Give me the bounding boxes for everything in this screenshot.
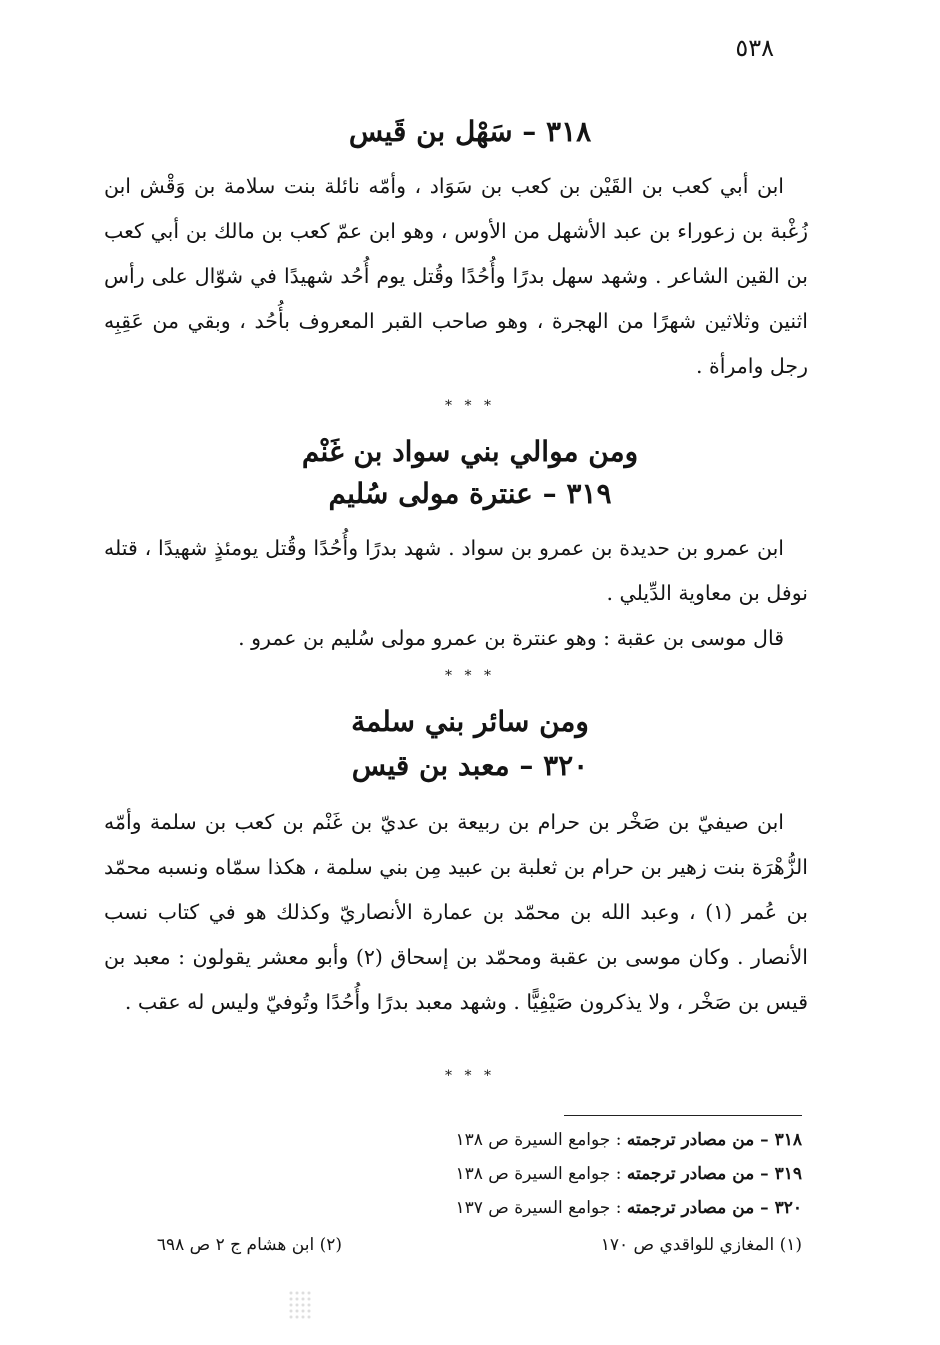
- source-note-text: : جوامع السيرة ص ١٣٨: [455, 1130, 622, 1150]
- source-note-318: [300, 1124, 802, 1156]
- scan-smudge: [288, 1290, 312, 1320]
- entry-319-paragraph-1: ابن عمرو بن حديدة بن عمرو بن سواد . شهد بدرًا وأُحُدًا وقُتل يومئذٍ شهيدًا ، قتله نوفل بن معاوية الدِّيلي .: [104, 536, 808, 605]
- source-note-label: ٣٢٠ – من مصادر ترجمته: [626, 1198, 802, 1218]
- source-note-319: [300, 1158, 802, 1190]
- source-note-label: ٣١٨ – من مصادر ترجمته: [626, 1130, 802, 1150]
- entry-319-title: ٣١٩ – عنترة مولى سُليم: [328, 477, 612, 510]
- footnote-rule: [564, 1115, 802, 1116]
- separator-2: * * *: [445, 668, 495, 684]
- entry-319-paragraph-2: قال موسى بن عقبة : وهو عنترة بن عمرو مولى سُليم بن عمرو .: [238, 626, 784, 650]
- page-number: ٥٣٨: [735, 34, 774, 62]
- entry-320-paragraph: ابن صيفيّ بن صَخْر بن حرام بن ربيعة بن عديّ بن غَنْم بن كعب بن سلمة وأمّه الزُّهْرَة بنت زهير بن حرام بن ثعلبة بن عبيد مِن بني سلمة ، هكذا سمّاه ونسبه محمّد بن عُمر (١) ، وعبد الله بن محمّد بن عمارة الأنصاريّ وكذلك هو في كتاب نسب الأنصار . وكان موسى بن عقبة ومحمّد بن إسحاق (٢) وأبو معشر يقولون : معبد بن قيس بن صَخْر ، ولا يذكرون صَيْفِيًّا . وشهد معبد بدرًا وأُحُدًا وتُوفيّ وليس له عقب .: [104, 810, 808, 1014]
- footnote-1: (١) المغازي للواقدي ص ١٧٠: [600, 1235, 802, 1255]
- separator-1: * * *: [445, 398, 495, 414]
- section-heading-bani-salama: ومن سائر بني سلمة: [351, 705, 589, 738]
- entry-318-title: ٣١٨ – سَهْل بن قَيس: [348, 115, 592, 148]
- footnote-2: (٢) ابن هشام ج ٢ ص ٦٩٨: [156, 1235, 342, 1255]
- source-note-320: [300, 1192, 802, 1224]
- source-note-text: : جوامع السيرة ص ١٣٧: [455, 1198, 622, 1218]
- source-note-label: ٣١٩ – من مصادر ترجمته: [626, 1164, 802, 1184]
- entry-318-paragraph: ابن أبي كعب بن القَيْن بن كعب بن سَوَاد ، وأمّه نائلة بنت سلامة بن وَقْش ابن زُغْبة بن زعوراء بن عبد الأشهل من الأوس ، وهو ابن عمّ كعب بن مالك بن أبي كعب بن القين الشاعر . وشهد سهل بدرًا وأُحُدًا وقُتل يوم أُحُد شهيدًا في شوّال على رأس اثنين وثلاثين شهرًا من الهجرة ، وهو صاحب القبر المعروف بأُحُد ، وبقي من عَقِبِه رجل وامرأة .: [104, 174, 808, 378]
- source-note-text: : جوامع السيرة ص ١٣٨: [455, 1164, 622, 1184]
- entry-320-title: ٣٢٠ – معبد بن قيس: [351, 749, 589, 782]
- separator-3: * * *: [445, 1068, 495, 1084]
- section-heading-bani-sawad: ومن موالي بني سواد بن غَنْم: [301, 435, 639, 468]
